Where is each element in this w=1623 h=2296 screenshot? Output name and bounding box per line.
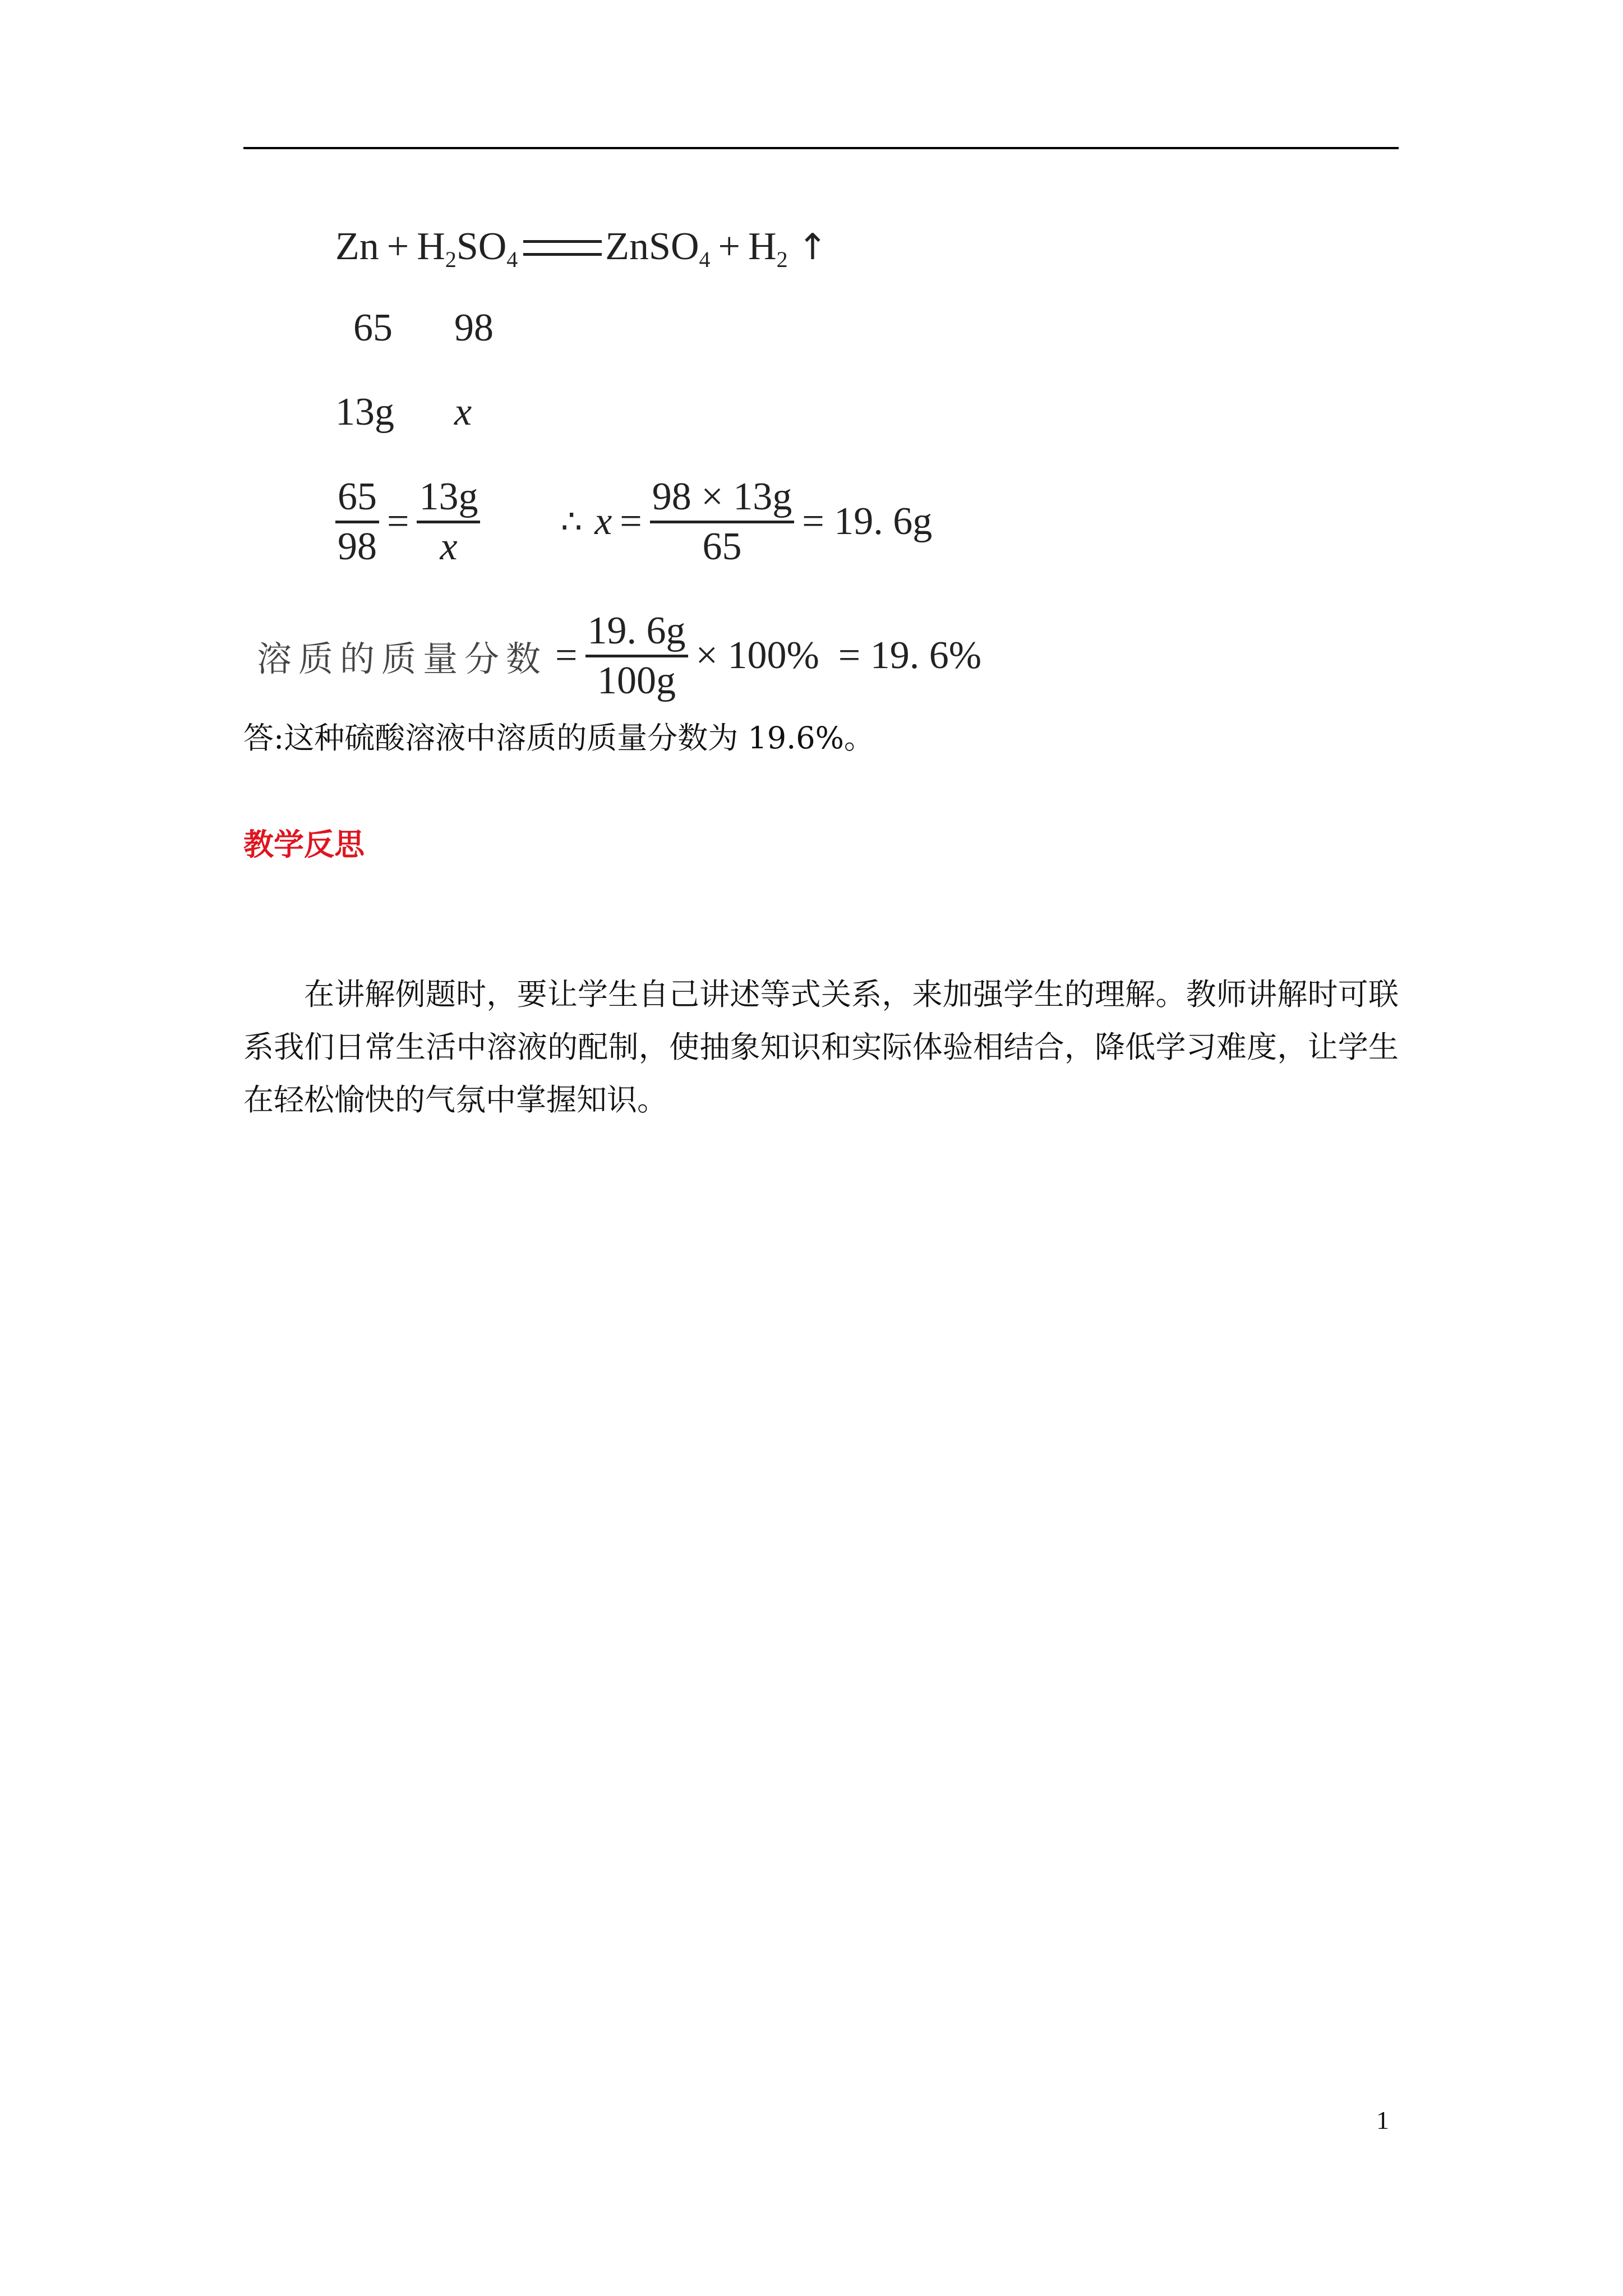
plus-sign-2: + [718,225,741,268]
given-values-row [335,387,472,438]
proportion-equals: = [387,500,409,543]
mass-fraction-fraction: $\frac{19. 6g}{100g}$ [585,608,688,705]
chemical-equation [335,219,828,288]
fraction-right: $\frac{13g}{x}$ [417,473,480,570]
mass-fraction-equals: = [555,634,578,677]
reflection-paragraph: 在讲解例题时，要让学生自己讲述等式关系，来加强学生的理解。教师讲解时可联系我们日常生活中溶液的配制，使抽象知识和实际体验相结合，降低学习难度，让学生在轻松愉快的气氛中掌握知识。 [243,977,1399,1117]
solution-equals: = [620,500,642,543]
zn-mass: 13g [335,390,394,434]
header-rule [243,147,1399,149]
fraction-left: $\frac{65}{98}$ [335,473,379,570]
mass-fraction-label: 溶质的质量分数 [257,638,548,679]
proportion-equation [335,471,480,572]
solution-equation [561,471,932,572]
therefore-symbol: ∴ [561,502,583,541]
mass-fraction-times: × 100% [695,634,819,677]
mass-fraction-formula [257,602,981,709]
product-h2: $H_2$ [748,225,788,272]
solution-fraction: $\frac{98 \times 13g}{65}$ [650,473,794,570]
page-number: 1 [1376,2106,1389,2134]
h2so4-relative-mass: 98 [454,306,494,349]
zn-relative-mass: 65 [353,306,393,349]
reactant-h2so4: $H_2SO_4$ [417,225,518,272]
solution-variable: x [594,500,612,543]
unknown-x: x [454,390,472,434]
gas-arrow-icon: ↑ [797,227,828,268]
answer-text: 答:这种硫酸溶液中溶质的质量分数为 19.6%。 [243,720,874,756]
section-heading: 教学反思 [243,827,365,862]
relative-masses-row [335,303,494,353]
reactant-zn: Zn [335,225,379,268]
plus-sign: + [386,225,409,268]
reaction-equals-sign [523,240,602,256]
product-znso4: ZnSO$_4$ [605,225,711,272]
solution-result: = 19. 6g [802,500,933,543]
mass-fraction-result: = 19. 6% [838,634,982,677]
